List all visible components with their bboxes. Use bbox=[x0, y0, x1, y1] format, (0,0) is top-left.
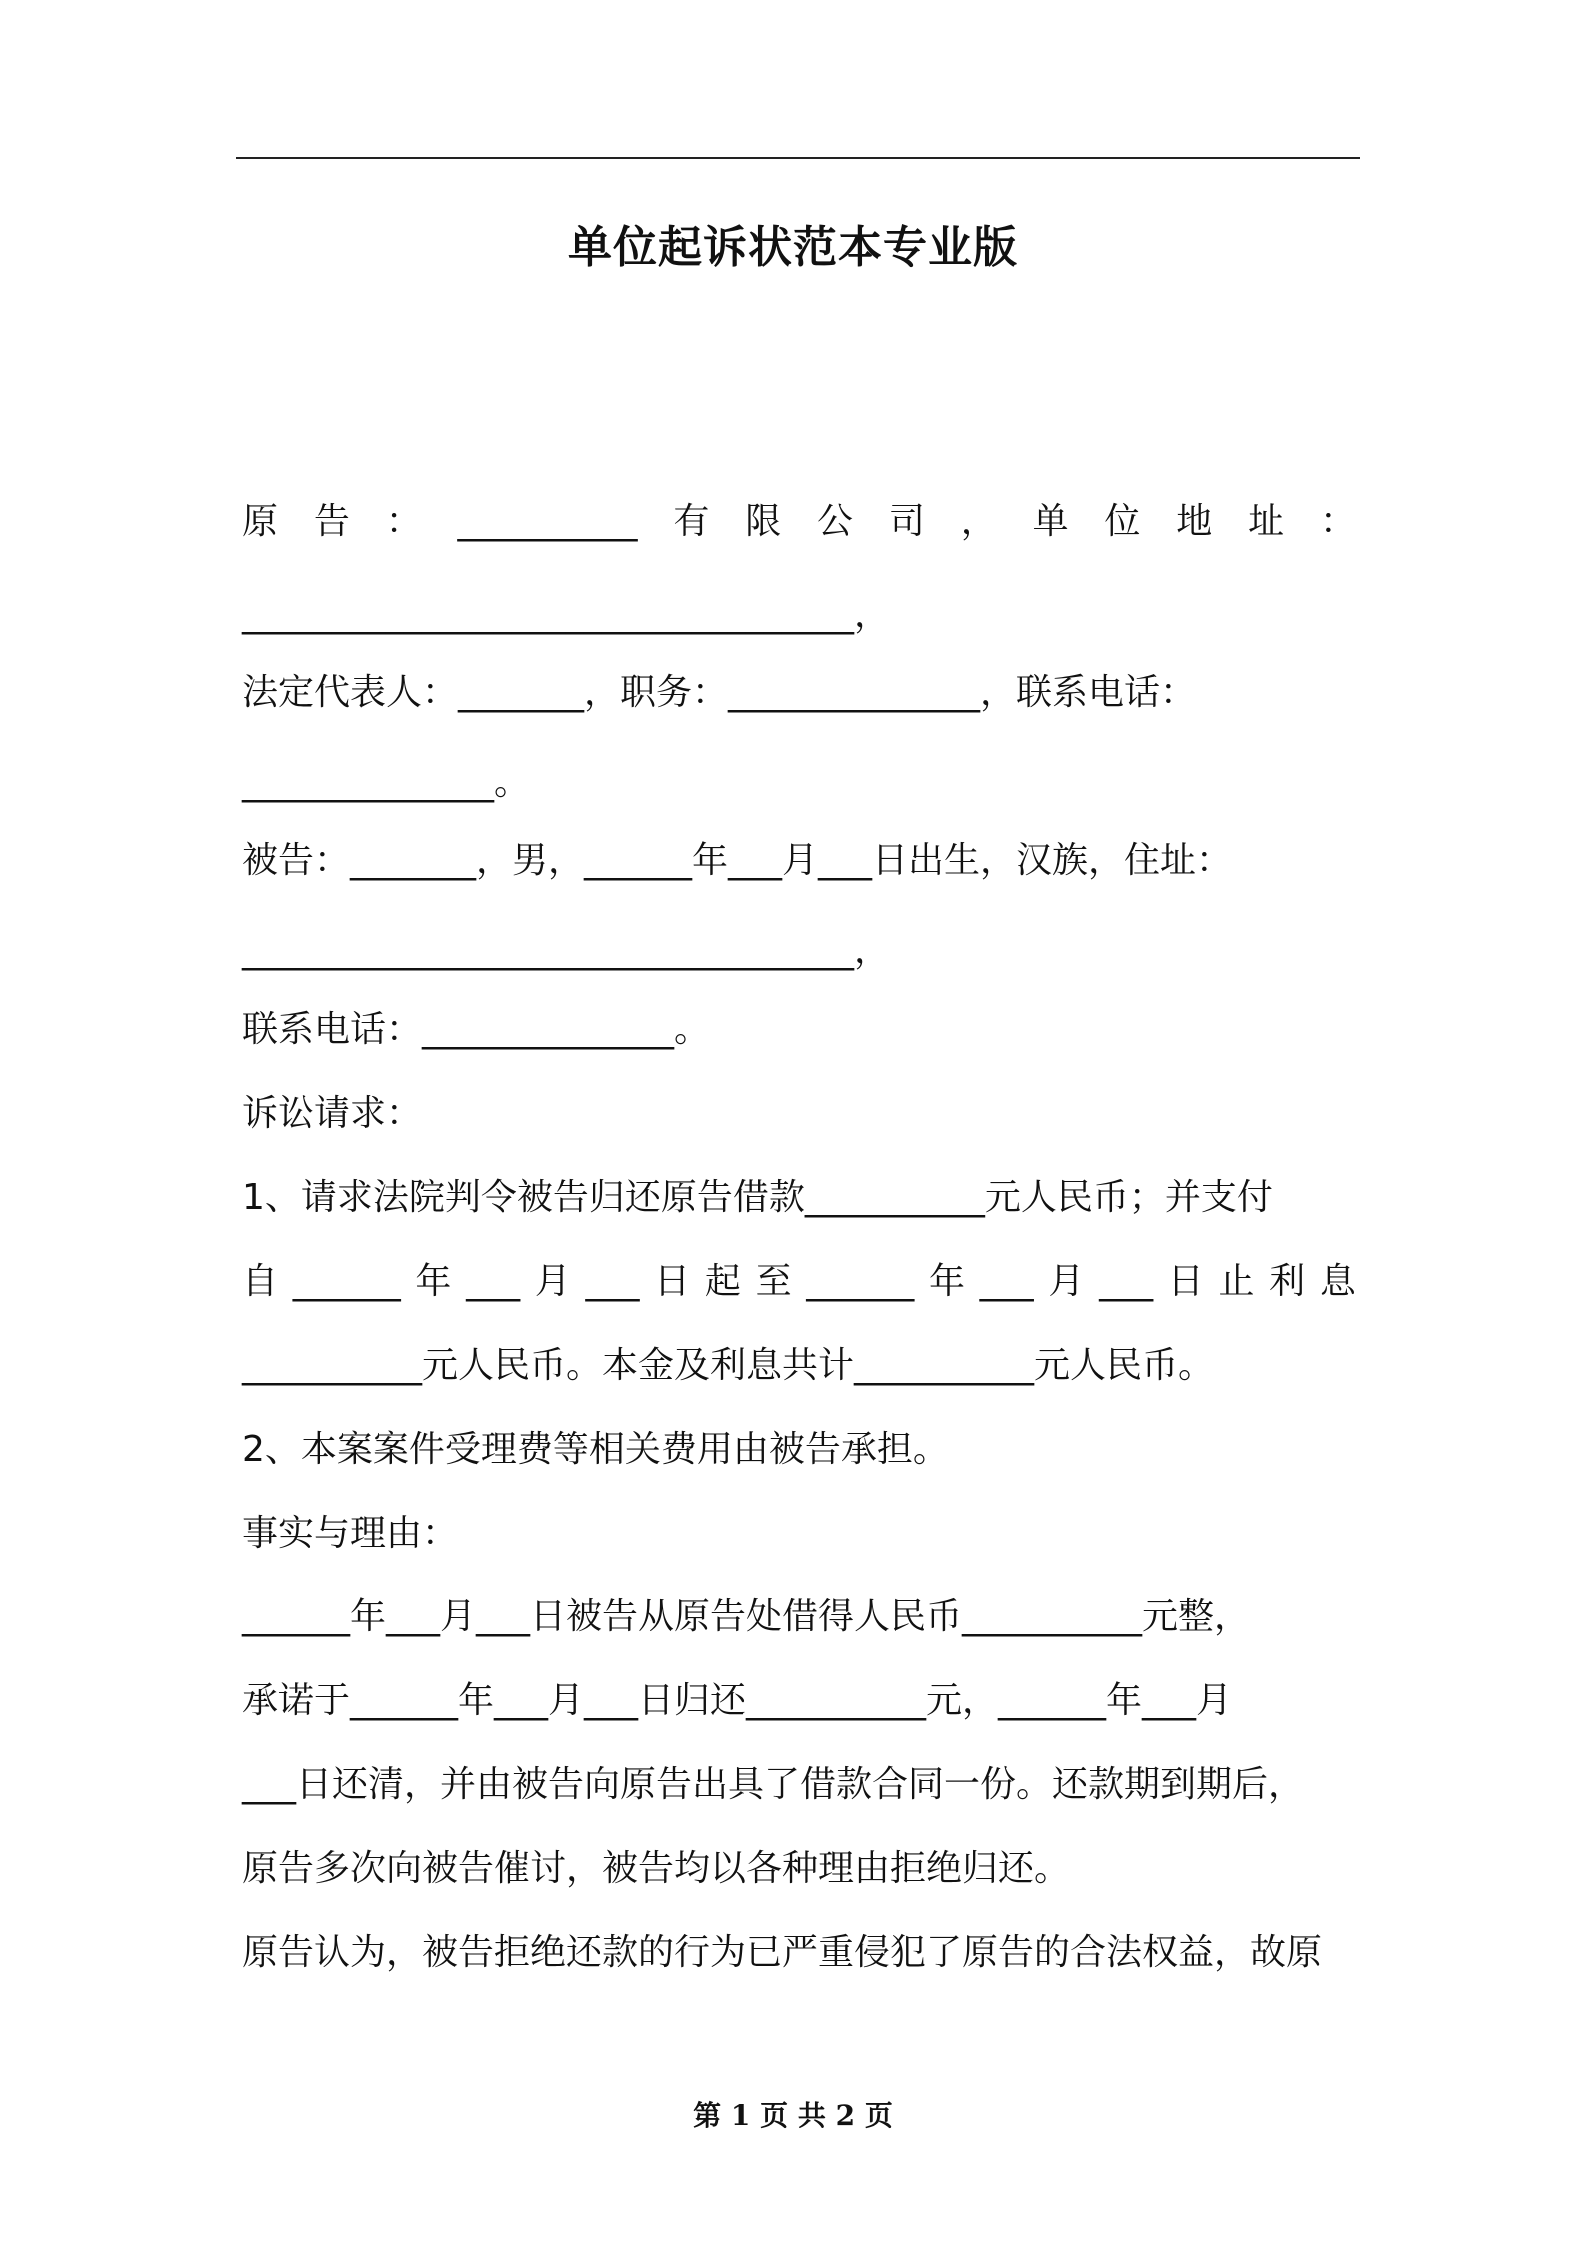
facts-line-4: 原告多次向被告催讨，被告均以各种理由拒绝归还。 bbox=[242, 1848, 1071, 1889]
facts-line-5: 原告认为，被告拒绝还款的行为已严重侵犯了原告的合法权益，故原 bbox=[242, 1932, 1323, 1973]
plaintiff-line-part: 有 bbox=[673, 501, 710, 542]
plaintiff-line-part: 限 bbox=[745, 501, 782, 542]
interest-line-part: ______ bbox=[292, 1261, 401, 1302]
interest-line-part: 月 bbox=[1048, 1261, 1085, 1302]
interest-line-part: 日 bbox=[1167, 1261, 1204, 1302]
header-rule bbox=[236, 157, 1360, 159]
interest-line-part: 日 bbox=[654, 1261, 691, 1302]
claims-heading: 诉讼请求： bbox=[242, 1093, 423, 1134]
interest-line-part: 止 bbox=[1218, 1261, 1255, 1302]
plaintiff-line-part: 告 bbox=[313, 501, 350, 542]
defendant-line: 被告：_______，男，______年___月___日出生，汉族，住址： bbox=[242, 840, 1233, 881]
interest-line-part: 自 bbox=[242, 1261, 279, 1302]
interest-line-part: ___ bbox=[466, 1261, 521, 1302]
facts-line-3: ___日还清，并由被告向原告出具了借款合同一份。还款期到期后， bbox=[242, 1764, 1305, 1805]
interest-line-part: ___ bbox=[1099, 1261, 1154, 1302]
interest-line-part: 年 bbox=[928, 1261, 965, 1302]
plaintiff-line-part: 单 bbox=[1032, 501, 1069, 542]
claim-2-line: 2、本案案件受理费等相关费用由被告承担。 bbox=[242, 1429, 949, 1470]
interest-line-part: ___ bbox=[585, 1261, 640, 1302]
plaintiff-line-part: 原 bbox=[242, 501, 279, 542]
interest-line-part: ___ bbox=[979, 1261, 1034, 1302]
facts-line-1: ______年___月___日被告从原告处借得人民币__________元整， bbox=[242, 1596, 1251, 1637]
plaintiff-line-part: __________ bbox=[457, 501, 638, 542]
claim-1-interest-line bbox=[242, 1257, 1356, 1307]
plaintiff-line-part: 地 bbox=[1176, 501, 1213, 542]
interest-line-part: 起 bbox=[704, 1261, 741, 1302]
interest-line-part: ______ bbox=[806, 1261, 915, 1302]
defendant-address-blank: __________________________________， bbox=[242, 930, 890, 971]
interest-line-part: 至 bbox=[755, 1261, 792, 1302]
interest-line-part: 月 bbox=[534, 1261, 571, 1302]
defendant-phone-line: 联系电话：______________。 bbox=[242, 1009, 711, 1050]
interest-line-part: 利 bbox=[1269, 1261, 1306, 1302]
contact-phone-blank: ______________。 bbox=[242, 762, 530, 803]
plaintiff-line-part: 司 bbox=[888, 501, 925, 542]
plaintiff-line bbox=[242, 497, 1356, 547]
plaintiff-line-part: 位 bbox=[1104, 501, 1141, 542]
plaintiff-line-part: ： bbox=[385, 501, 422, 542]
plaintiff-line-part: 址 bbox=[1248, 501, 1285, 542]
claim-1-line: 1、请求法院判令被告归还原告借款__________元人民币；并支付 bbox=[242, 1177, 1273, 1218]
legal-representative-line: 法定代表人：_______，职务：______________，联系电话： bbox=[242, 672, 1197, 713]
plaintiff-address-blank: __________________________________， bbox=[242, 594, 890, 635]
page-footer: 第 1 页 共 2 页 bbox=[693, 2099, 893, 2132]
plaintiff-line-part: ： bbox=[1319, 501, 1356, 542]
facts-line-2: 承诺于______年___月___日归还__________元，______年___月 bbox=[242, 1680, 1233, 1721]
interest-line-part: 年 bbox=[415, 1261, 452, 1302]
facts-heading: 事实与理由： bbox=[242, 1513, 459, 1554]
document-title: 单位起诉状范本专业版 bbox=[568, 222, 1018, 273]
interest-line-part: 息 bbox=[1319, 1261, 1356, 1302]
plaintiff-line-part: 公 bbox=[817, 501, 854, 542]
plaintiff-line-part: ， bbox=[960, 501, 997, 542]
claim-1-total-line: __________元人民币。本金及利息共计__________元人民币。 bbox=[242, 1345, 1215, 1386]
